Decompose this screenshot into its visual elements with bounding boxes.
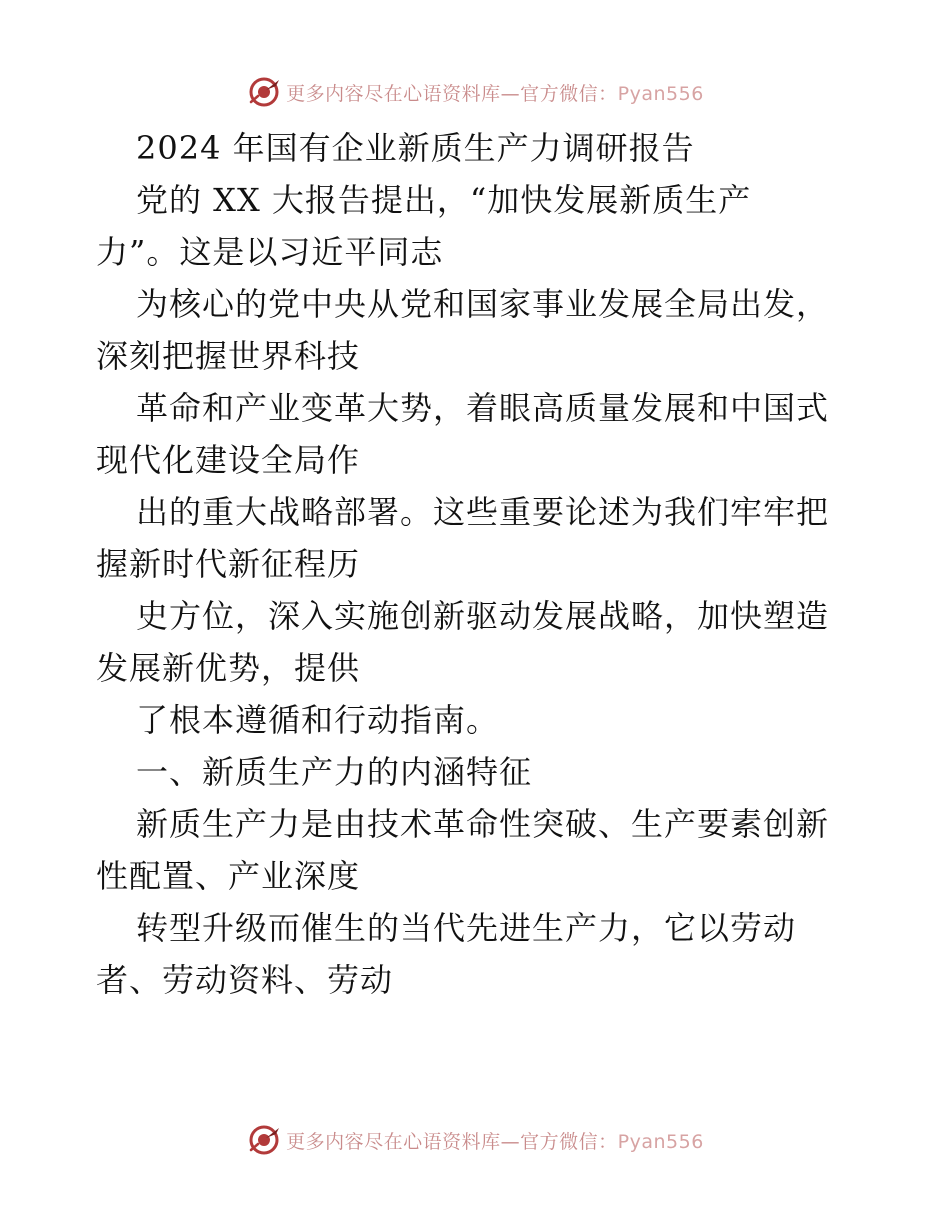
doc-line: 力”。这是以习近平同志 (96, 233, 444, 271)
doc-line: 了根本遵循和行动指南。 (136, 701, 500, 739)
doc-line: 新质生产力是由技术革命性突破、生产要素创新 (136, 805, 830, 843)
doc-line: 为核心的党中央从党和国家事业发展全局出发， (136, 285, 830, 323)
doc-title: 2024 年国有企业新质生产力调研报告 (136, 129, 695, 167)
doc-line: 转型升级而催生的当代先进生产力，它以劳动 (136, 909, 797, 947)
doc-line: 握新时代新征程历 (96, 545, 361, 583)
doc-line: 性配置、产业深度 (96, 857, 361, 895)
doc-line: 党的 XX 大报告提出，“加快发展新质生产 (136, 181, 752, 219)
doc-line: 者、劳动资料、劳动 (96, 961, 394, 999)
doc-line: 深刻把握世界科技 (96, 337, 361, 375)
doc-line: 出的重大战略部署。这些重要论述为我们牢牢把 (136, 493, 830, 531)
footer-banner (0, 1118, 950, 1162)
brand-logo-icon (246, 74, 282, 110)
doc-line: 革命和产业变革大势，着眼高质量发展和中国式 (136, 389, 830, 427)
document-body (96, 122, 876, 1006)
header-wechat-id: Pyan556 (617, 82, 704, 105)
section-heading: 一、新质生产力的内涵特征 (136, 753, 533, 791)
header-banner-text (286, 79, 704, 106)
doc-line: 发展新优势，提供 (96, 649, 361, 687)
footer-banner-label: 更多内容尽在心语资料库—官方微信： (286, 1130, 618, 1153)
footer-wechat-id: Pyan556 (617, 1130, 704, 1153)
doc-line: 现代化建设全局作 (96, 441, 361, 479)
header-banner (0, 70, 950, 114)
doc-line: 史方位，深入实施创新驱动发展战略，加快塑造 (136, 597, 830, 635)
footer-banner-text (286, 1127, 704, 1154)
header-banner-label: 更多内容尽在心语资料库—官方微信： (286, 82, 618, 105)
brand-logo-icon (246, 1122, 282, 1158)
